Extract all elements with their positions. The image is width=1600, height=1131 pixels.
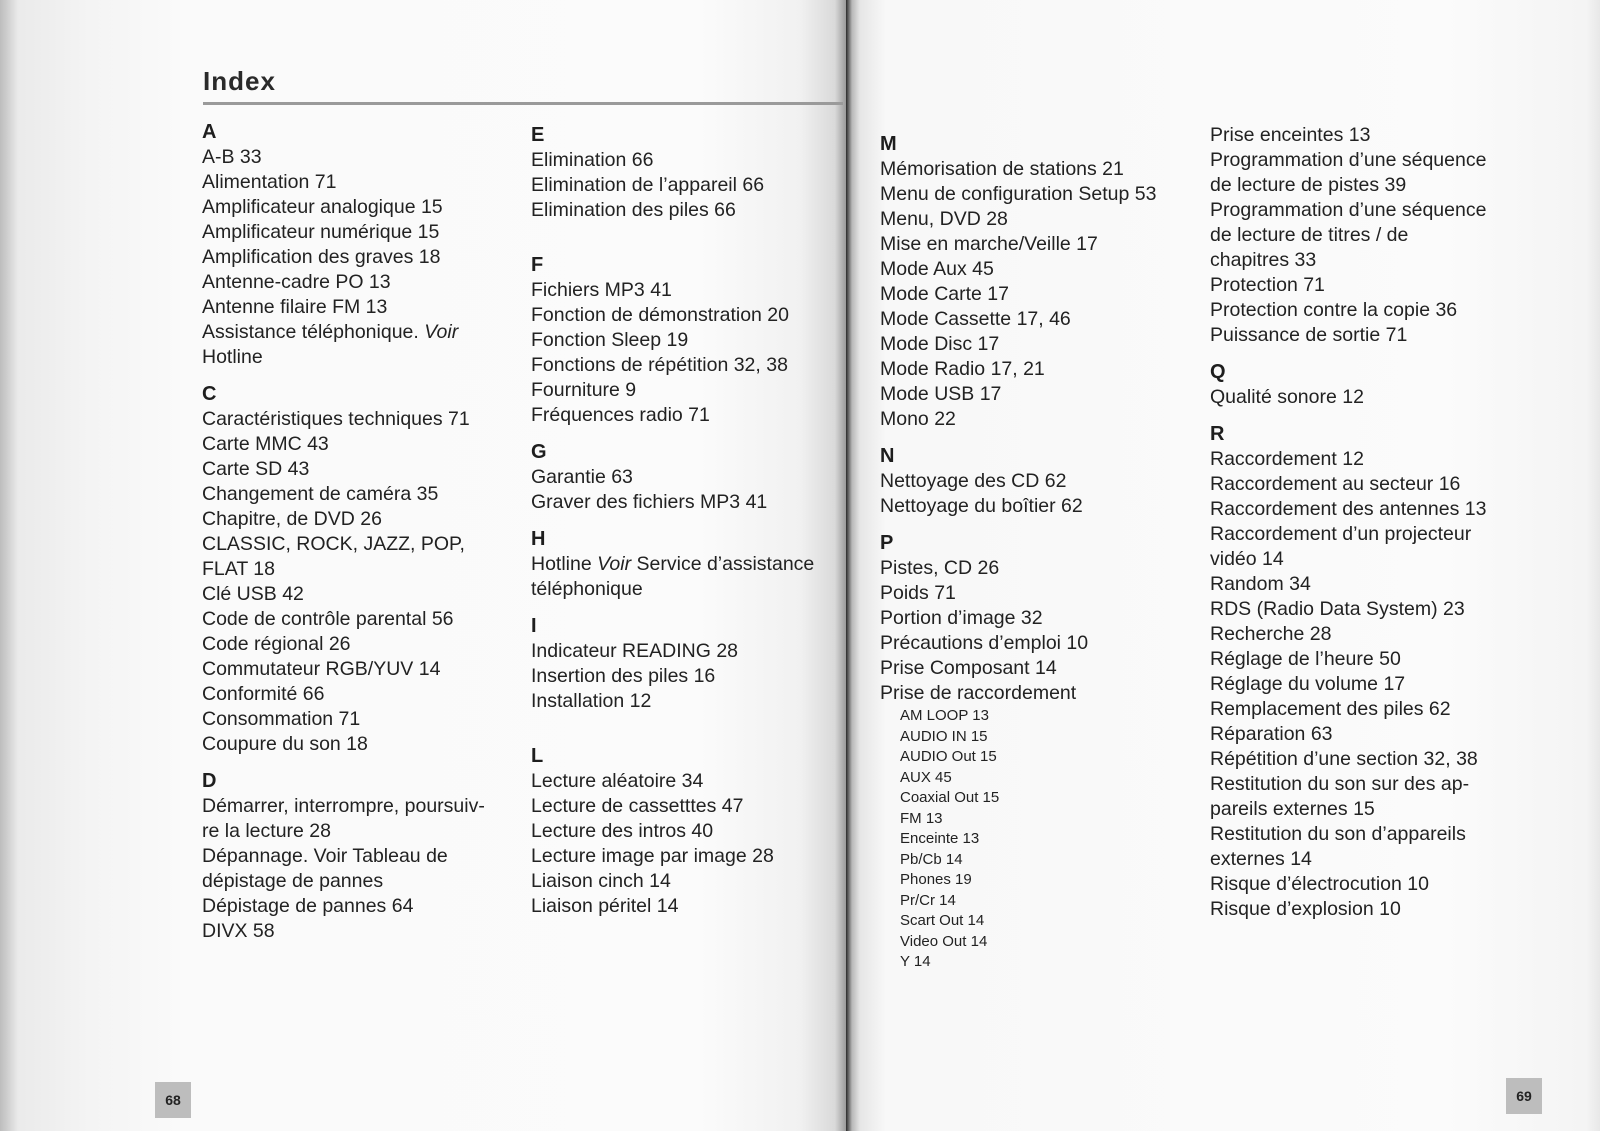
index-entry: Démarrer, interrompre, poursuiv- — [202, 795, 485, 817]
index-entry: Antenne-cadre PO 13 — [202, 271, 391, 293]
section-gap — [202, 757, 512, 769]
index-entry: Puissance de sortie 71 — [1210, 324, 1408, 346]
index-entry: Fréquences radio 71 — [531, 404, 710, 426]
index-entry: Raccordement 12 — [1210, 448, 1364, 470]
index-entry: Fonction Sleep 19 — [531, 329, 689, 351]
index-entry: Changement de caméra 35 — [202, 483, 439, 505]
section-gap — [531, 602, 841, 614]
index-subentry: Scart Out 14 — [900, 912, 985, 929]
index-entry: Lecture de cassetttes 47 — [531, 795, 744, 817]
index-entry: Réglage du volume 17 — [1210, 673, 1406, 695]
section-gap — [531, 714, 841, 744]
index-entry: Raccordement d’un projecteur — [1210, 523, 1472, 545]
index-entry: CLASSIC, ROCK, JAZZ, POP, — [202, 533, 465, 555]
index-entry: Coupure du son 18 — [202, 733, 368, 755]
index-entry: Poids 71 — [880, 582, 956, 604]
section-letter-f: F — [531, 254, 544, 276]
index-entry: Amplificateur numérique 15 — [202, 221, 440, 243]
page-number: 68 — [155, 1082, 191, 1118]
index-entry: Restitution du son d’appareils — [1210, 823, 1466, 845]
index-entry: Mise en marche/Veille 17 — [880, 233, 1098, 255]
index-entry: re la lecture 28 — [202, 820, 331, 842]
section-letter-m: M — [880, 133, 897, 155]
index-subentry: AUDIO Out 15 — [900, 748, 997, 765]
index-subentry: Phones 19 — [900, 871, 972, 888]
index-subentry: Enceinte 13 — [900, 830, 980, 847]
index-entry: Garantie 63 — [531, 466, 633, 488]
index-subentry: AM LOOP 13 — [900, 707, 989, 724]
section-gap — [1210, 348, 1540, 360]
index-entry: Installation 12 — [531, 690, 652, 712]
section-letter-g: G — [531, 441, 547, 463]
section-letter-h: H — [531, 528, 546, 550]
index-entry: Raccordement des antennes 13 — [1210, 498, 1487, 520]
index-entry: Remplacement des piles 62 — [1210, 698, 1451, 720]
section-gap — [202, 370, 512, 382]
index-entry: Menu de configuration Setup 53 — [880, 183, 1157, 205]
index-entry: Nettoyage du boîtier 62 — [880, 495, 1083, 517]
index-entry: externes 14 — [1210, 848, 1312, 870]
index-entry: Recherche 28 — [1210, 623, 1332, 645]
index-entry: Protection contre la copie 36 — [1210, 299, 1458, 321]
index-entry: Précautions d’emploi 10 — [880, 632, 1089, 654]
index-entry: téléphonique — [531, 578, 643, 600]
section-gap — [880, 519, 1190, 531]
index-entry: Lecture des intros 40 — [531, 820, 714, 842]
index-entry: A-B 33 — [202, 146, 262, 168]
index-entry: Amplificateur analogique 15 — [202, 196, 443, 218]
section-letter-a: A — [202, 121, 217, 143]
index-entry: Assistance téléphonique. Voir — [202, 321, 459, 343]
section-gap — [880, 432, 1190, 444]
index-entry: Caractéristiques techniques 71 — [202, 408, 470, 430]
index-entry: Qualité sonore 12 — [1210, 386, 1364, 408]
index-entry: Portion d’image 32 — [880, 607, 1043, 629]
index-entry: Prise Composant 14 — [880, 657, 1057, 679]
right-page — [846, 0, 1600, 1131]
index-entry: Hotline Voir Service d’assistance — [531, 553, 815, 575]
index-entry: Raccordement au secteur 16 — [1210, 473, 1461, 495]
index-entry: Liaison péritel 14 — [531, 895, 679, 917]
index-entry: Prise de raccordement — [880, 682, 1077, 704]
index-entry: Mémorisation de stations 21 — [880, 158, 1124, 180]
index-entry: Programmation d’une séquence — [1210, 199, 1487, 221]
section-letter-r: R — [1210, 423, 1225, 445]
section-letter-n: N — [880, 445, 895, 467]
index-entry: Indicateur READING 28 — [531, 640, 739, 662]
section-gap — [531, 223, 841, 253]
index-entry: Mode Aux 45 — [880, 258, 994, 280]
page-edge-shadow — [0, 0, 18, 1131]
index-subentry: AUX 45 — [900, 768, 952, 786]
index-entry: Elimination de l’appareil 66 — [531, 174, 765, 196]
index-entry: Graver des fichiers MP3 41 — [531, 491, 768, 513]
index-entry: Risque d’explosion 10 — [1210, 898, 1401, 920]
index-entry: RDS (Radio Data System) 23 — [1210, 598, 1465, 620]
index-entry: de lecture de titres / de — [1210, 224, 1409, 246]
index-subentry: AUDIO IN 15 — [900, 727, 988, 745]
index-entry: Hotline — [202, 346, 263, 368]
index-entry: Mode Radio 17, 21 — [880, 358, 1045, 380]
index-entry: Elimination 66 — [531, 149, 654, 171]
section-gap — [1210, 410, 1540, 422]
index-entry: Chapitre, de DVD 26 — [202, 508, 382, 530]
index-subentry: Video Out 14 — [900, 932, 988, 950]
index-column-1 — [202, 120, 512, 944]
index-entry: Fourniture 9 — [531, 379, 637, 401]
index-entry: Nettoyage des CD 62 — [880, 470, 1067, 492]
index-entry: Menu, DVD 28 — [880, 208, 1008, 230]
index-column-3 — [880, 132, 1190, 973]
index-entry: Mono 22 — [880, 408, 956, 430]
index-subentry: Coaxial Out 15 — [900, 789, 1000, 806]
index-entry: Restitution du son sur des ap- — [1210, 773, 1470, 795]
index-entry: Carte SD 43 — [202, 458, 310, 480]
index-entry: pareils externes 15 — [1210, 798, 1375, 820]
index-entry: Mode Disc 17 — [880, 333, 1000, 355]
index-subentry: FM 13 — [900, 809, 943, 827]
index-entry: vidéo 14 — [1210, 548, 1284, 570]
section-letter-l: L — [531, 745, 544, 767]
index-entry: Clé USB 42 — [202, 583, 304, 605]
index-entry: Pistes, CD 26 — [880, 557, 1000, 579]
section-letter-i: I — [531, 615, 537, 637]
index-entry: Insertion des piles 16 — [531, 665, 716, 687]
index-entry: Fichiers MP3 41 — [531, 279, 672, 301]
index-entry: Carte MMC 43 — [202, 433, 329, 455]
index-entry: Réparation 63 — [1210, 723, 1333, 745]
index-entry: Dépistage de pannes 64 — [202, 895, 414, 917]
section-letter-p: P — [880, 532, 894, 554]
index-entry: Lecture aléatoire 34 — [531, 770, 704, 792]
index-entry: FLAT 18 — [202, 558, 275, 580]
index-column-2 — [531, 123, 841, 919]
title-divider — [203, 102, 843, 105]
index-entry: Programmation d’une séquence — [1210, 149, 1487, 171]
page-number: 69 — [1506, 1078, 1542, 1114]
index-entry: de lecture de pistes 39 — [1210, 174, 1407, 196]
index-subentry: Pb/Cb 14 — [900, 850, 963, 868]
section-gap — [531, 515, 841, 527]
index-entry: Fonctions de répétition 32, 38 — [531, 354, 788, 376]
section-letter-c: C — [202, 383, 217, 405]
index-entry: chapitres 33 — [1210, 249, 1317, 271]
index-entry: Mode Cassette 17, 46 — [880, 308, 1071, 330]
index-entry: Fonction de démonstration 20 — [531, 304, 789, 326]
index-entry: Elimination des piles 66 — [531, 199, 736, 221]
index-entry: dépistage de pannes — [202, 870, 384, 892]
section-letter-e: E — [531, 124, 545, 146]
index-entry: Mode Carte 17 — [880, 283, 1009, 305]
index-entry: Code de contrôle parental 56 — [202, 608, 454, 630]
index-entry: Protection 71 — [1210, 274, 1325, 296]
index-entry: Antenne filaire FM 13 — [202, 296, 388, 318]
index-entry: Conformité 66 — [202, 683, 325, 705]
page-title: Index — [203, 66, 276, 96]
index-entry: Code régional 26 — [202, 633, 351, 655]
index-column-4 — [1210, 123, 1540, 922]
index-subentry: Y 14 — [900, 953, 931, 970]
section-letter-q: Q — [1210, 361, 1226, 383]
index-entry: Alimentation 71 — [202, 171, 337, 193]
index-entry: Random 34 — [1210, 573, 1311, 595]
index-entry: Réglage de l’heure 50 — [1210, 648, 1401, 670]
section-gap — [531, 428, 841, 440]
index-entry: Répétition d’une section 32, 38 — [1210, 748, 1478, 770]
index-entry: Risque d’électrocution 10 — [1210, 873, 1429, 895]
index-entry: Mode USB 17 — [880, 383, 1002, 405]
index-entry: Prise enceintes 13 — [1210, 124, 1371, 146]
index-entry: Amplification des graves 18 — [202, 246, 441, 268]
index-entry: Lecture image par image 28 — [531, 845, 774, 867]
index-entry: Dépannage. Voir Tableau de — [202, 845, 448, 867]
index-entry: Commutateur RGB/YUV 14 — [202, 658, 441, 680]
index-subentry: Pr/Cr 14 — [900, 891, 956, 909]
index-entry: Liaison cinch 14 — [531, 870, 671, 892]
index-entry: DIVX 58 — [202, 920, 275, 942]
section-letter-d: D — [202, 770, 217, 792]
index-entry: Consommation 71 — [202, 708, 361, 730]
